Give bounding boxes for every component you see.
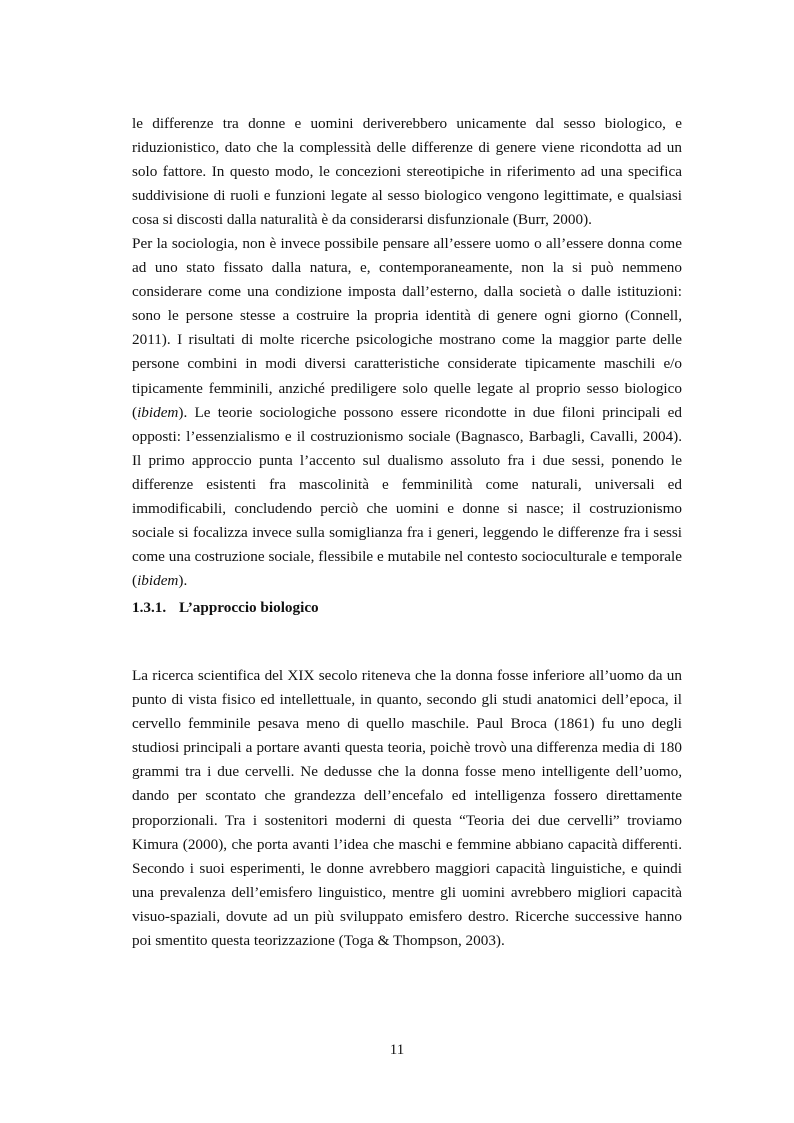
- paragraph-2-text-b: ). Le teorie sociologiche possono essere ricondotte in due filoni principali ed opposti: l’essenzialismo e il costruzionismo sociale (Bagnasco, Barbagli, Cavalli, 2004). Il primo approccio punta l’accento sul dualismo assoluto fra i due sessi, ponendo le differenze esistenti fra mascolinità e femminilità come naturali, universali ed immodificabili, concludendo perciò che uomini e donne si nasce; il costruzionismo sociale si focalizza invece sulla somiglianza fra i generi, leggendo le differenze fra i sessi come una costruzione sociale, flessibile e mutabile nel contesto socioculturale e temporale (: [132, 403, 682, 590]
- body-paragraph-3: La ricerca scientifica del XIX secolo riteneva che la donna fosse inferiore all’uomo da un punto di vista fisico ed intellettuale, in quanto, secondo gli studi anatomici dell’epoca, il cervello femminile pesava meno di quello maschile. Paul Broca (1861) fu uno degli studiosi principali a portare avanti questa teoria, poichè trovò una differenza media di 180 grammi tra i due cervelli. Ne dedusse che la donna fosse meno intelligente dell’uomo, dando per scontato che grandezza dell’encefalo ed intelligenza fossero direttamente proporzionali. Tra i sostenitori moderni di questa “Teoria dei due cervelli” troviamo Kimura (2000), che porta avanti l’idea che maschi e femmine abbiano capacità differenti. Secondo i suoi esperimenti, le donne avrebbero maggiori capacità linguistiche, e quindi una prevalenza dell’emisfero linguistico, mentre gli uomini avrebbero migliori capacità visuo-spaziali, dovute ad un più sviluppato emisfero destro. Ricerche successive hanno poi smentito questa teorizzazione (Toga & Thompson, 2003).: [132, 667, 682, 950]
- section-title: L’approccio biologico: [179, 599, 319, 616]
- page-number: 11: [389, 1042, 405, 1058]
- ibidem-citation-2: ibidem: [137, 572, 179, 590]
- paragraph-2-text-c: ).: [178, 572, 188, 590]
- body-paragraph-1: le differenze tra donne e uomini deriverebbero unicamente dal sesso biologico, e riduzionistico, dato che la complessità delle differenze di genere viene ricondotta ad un solo fattore. In questo modo, le concezioni stereotipiche in riferimento ad una specifica suddivisione di ruoli e funzioni legate al sesso biologico vengono legittimate, e qualsiasi cosa si discosti dalla naturalità è da considerarsi disfunzionale (Burr, 2000).: [132, 115, 682, 229]
- paragraph-2-text-a: Per la sociologia, non è invece possibile pensare all’essere uomo o all’essere donna come ad uno stato fissato dalla natura, e, contemporaneamente, non la si può nemmeno considerare come una condizione imposta dall’esterno, dalla società o dalle istituzioni: sono le persone stesse a costruire la propria identità di genere ogni giorno (Connell, 2011). I risultati di molte ricerche psicologiche mostrano come la maggior parte delle persone combini in modi diversi caratteristiche considerate tipicamente maschili e/o tipicamente femminili, anziché prediligere solo quelle legate al proprio sesso biologico (: [132, 235, 682, 421]
- section-number: 1.3.1.: [132, 599, 167, 616]
- ibidem-citation-1: ibidem: [137, 403, 179, 421]
- body-paragraph-2: [132, 232, 682, 593]
- section-heading: [132, 596, 319, 620]
